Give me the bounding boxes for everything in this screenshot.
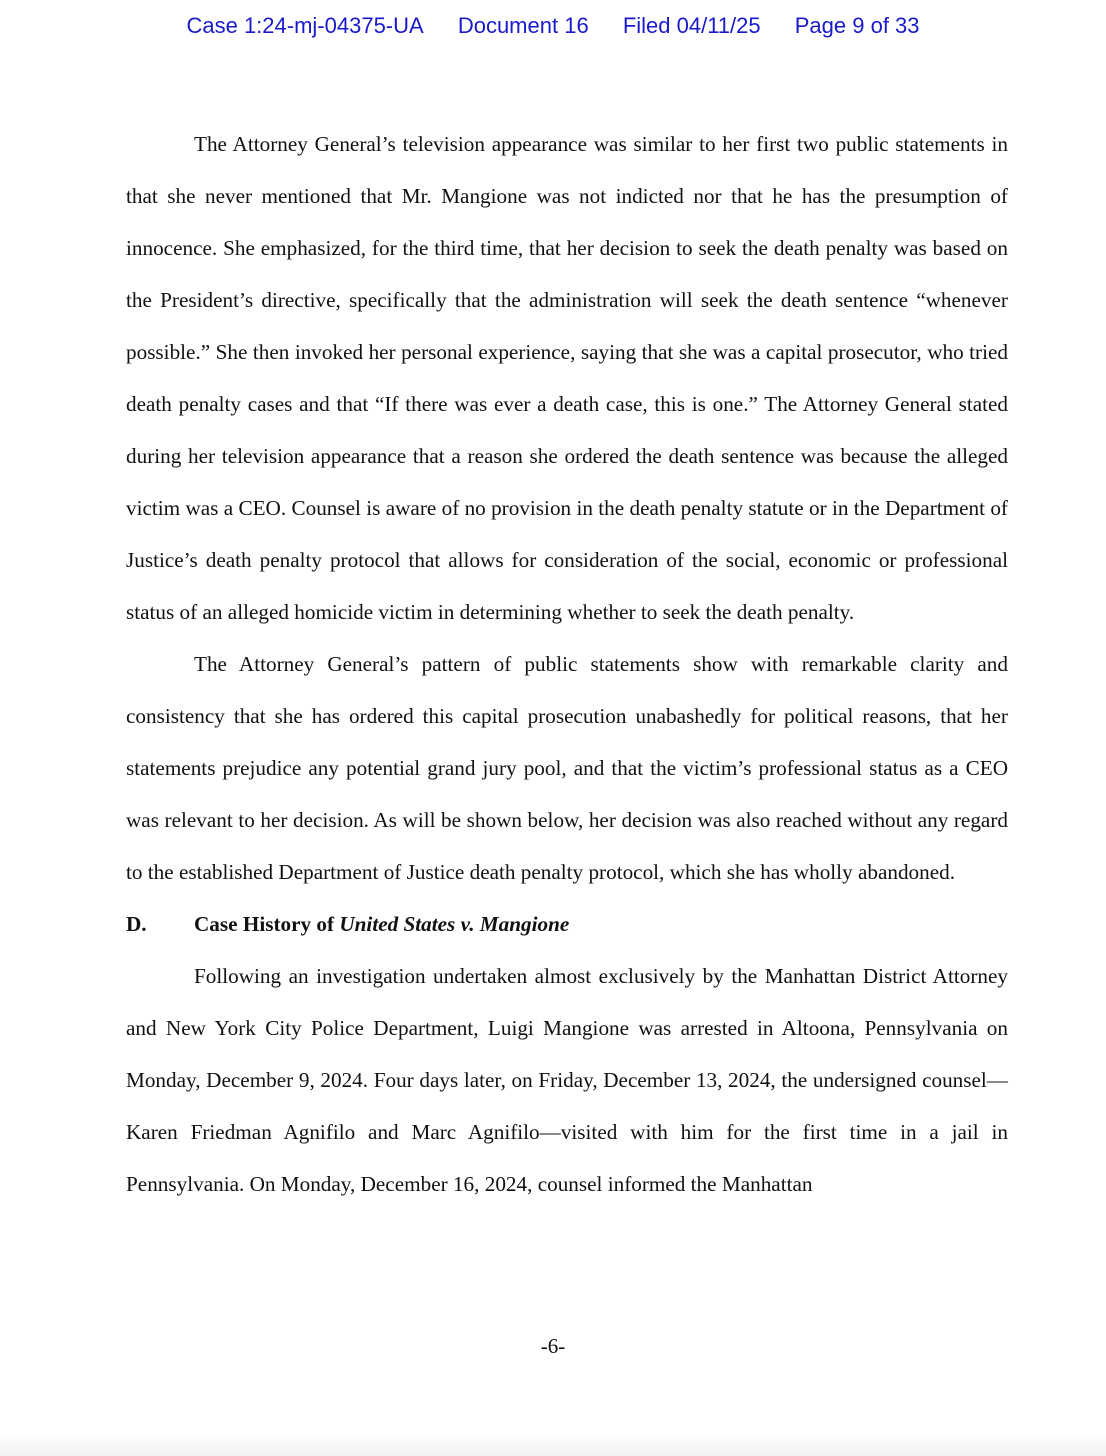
- page-number: -6-: [540, 1334, 566, 1358]
- paragraph-case-history: Following an investigation undertaken almost exclusively by the Manhattan District Attorney and New York City Police Department, Luigi Mangione was arrested in Altoona, Pennsylvania on Monday, December 9, 2024. Four days later, on Friday, December 13, 2024, the undersigned counsel—Karen Friedman Agnifilo and Marc Agnifilo—visited with him for the first time in a jail in Pennsylvania. On Monday, December 16, 2024, counsel informed the Manhattan: [126, 964, 1008, 1196]
- section-title-case-name: United States v. Mangione: [339, 912, 570, 936]
- filed-date: Filed 04/11/25: [622, 13, 761, 38]
- ecf-filing-header: [0, 13, 1106, 39]
- section-title-prefix: Case History of: [194, 912, 340, 936]
- section-title: [194, 898, 569, 950]
- paragraph-tv-appearance: The Attorney General’s television appearance was similar to her first two public statements in that she never mentioned that Mr. Mangione was not indicted nor that he has the presumption of innocence. She emphasized, for the third time, that her decision to seek the death penalty was based on the President’s directive, specifically that the administration will seek the death sentence “whenever possible.” She then invoked her personal experience, saying that she was a capital prosecutor, who tried death penalty cases and that “If there was ever a death case, this is one.” The Attorney General stated during her television appearance that a reason she ordered the death sentence was because the alleged victim was a CEO. Counsel is aware of no provision in the death penalty statute or in the Department of Justice’s death penalty protocol that allows for consideration of the social, economic or professional status of an alleged homicide victim in determining whether to seek the death penalty.: [126, 132, 1008, 624]
- viewer-bottom-edge: [0, 1434, 1106, 1456]
- page-indicator: Page 9 of 33: [794, 13, 920, 38]
- section-letter: D.: [126, 912, 147, 936]
- paragraph-pattern-of-statements: The Attorney General’s pattern of public statements show with remarkable clarity and consistency that she has ordered this capital prosecution unabashedly for political reasons, that her statements prejudice any potential grand jury pool, and that the victim’s professional status as a CEO was relevant to her decision. As will be shown below, her decision was also reached without any regard to the established Department of Justice death penalty protocol, which she has wholly abandoned.: [126, 652, 1008, 884]
- document-number: Document 16: [457, 13, 589, 38]
- case-number: Case 1:24-mj-04375-UA: [186, 13, 424, 38]
- document-body: [126, 118, 1008, 1210]
- section-heading: [126, 898, 1008, 950]
